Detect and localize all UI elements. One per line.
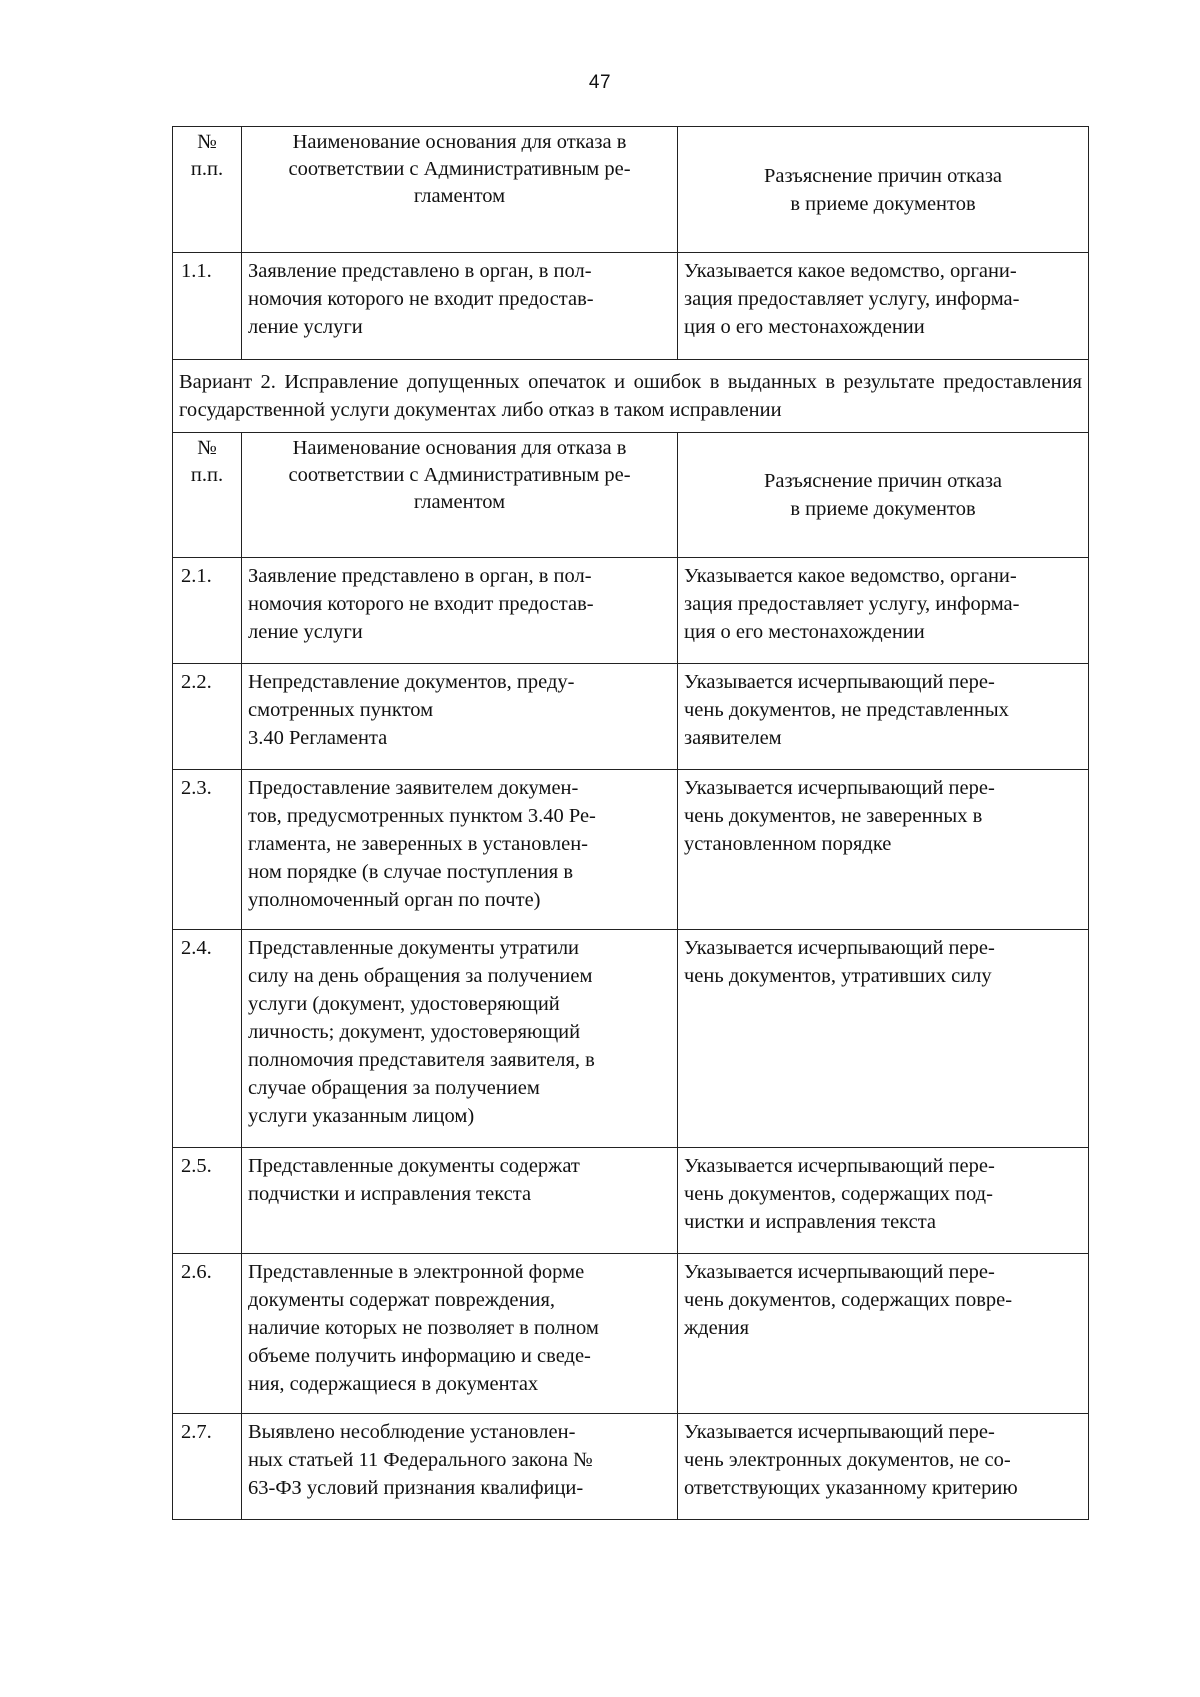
row-num: 2.7. (173, 1414, 242, 1520)
table-header-row (173, 127, 1089, 253)
header-ground-name: Наименование основания для отказа в соответствии с Административным ре- гламентом (242, 433, 678, 558)
row-explanation: Указывается какое ведомство, органи- зация предоставляет услугу, информа- ция о его местонахождении (678, 253, 1089, 360)
row-num: 2.6. (173, 1254, 242, 1414)
row-ground-name: Представленные документы содержат подчистки и исправления текста (242, 1148, 678, 1254)
row-ground-name: Заявление представлено в орган, в пол- номочия которого не входит предостав- ление услуги (242, 253, 678, 360)
row-num: 1.1. (173, 253, 242, 360)
header-explanation: Разъяснение причин отказа в приеме документов (678, 127, 1089, 253)
table-row (173, 558, 1089, 664)
row-num: 2.1. (173, 558, 242, 664)
row-explanation: Указывается исчерпывающий пере- чень электронных документов, не со- ответствующих указанному критерию (678, 1414, 1089, 1520)
row-ground-name: Предоставление заявителем докумен- тов, предусмотренных пунктом 3.40 Ре- гламента, не заверенных в установлен- ном порядке (в случае поступления в уполномоченный орган по почте) (242, 770, 678, 930)
header-ground-name: Наименование основания для отказа в соответствии с Административным ре- гламентом (242, 127, 678, 253)
row-ground-name: Представленные документы утратили силу на день обращения за получением услуги (документ, удостоверяющий личность; документ, удостоверяющий полномочия представителя заявителя, в случае обращения за получением услуги указанным лицом) (242, 930, 678, 1148)
refusal-grounds-table (172, 126, 1089, 1520)
table-row (173, 253, 1089, 360)
row-explanation: Указывается исчерпывающий пере- чень документов, не представленных заявителем (678, 664, 1089, 770)
header-num: № п.п. (173, 433, 242, 558)
variant-2-row (173, 360, 1089, 433)
row-explanation: Указывается исчерпывающий пере- чень документов, утративших силу (678, 930, 1089, 1148)
row-explanation: Указывается исчерпывающий пере- чень документов, не заверенных в установленном порядке (678, 770, 1089, 930)
table-row (173, 770, 1089, 930)
table-row (173, 1148, 1089, 1254)
table-row (173, 1254, 1089, 1414)
row-num: 2.2. (173, 664, 242, 770)
row-num: 2.3. (173, 770, 242, 930)
header-num: № п.п. (173, 127, 242, 253)
row-num: 2.5. (173, 1148, 242, 1254)
page-number: 47 (588, 72, 612, 93)
row-ground-name: Выявлено несоблюдение установлен- ных статьей 11 Федерального закона № 63-ФЗ условий признания квалифици- (242, 1414, 678, 1520)
row-ground-name: Представленные в электронной форме документы содержат повреждения, наличие которых не позволяет в полном объеме получить информацию и сведе- ния, содержащиеся в документах (242, 1254, 678, 1414)
row-ground-name: Непредставление документов, преду- смотренных пунктом 3.40 Регламента (242, 664, 678, 770)
table-row (173, 930, 1089, 1148)
row-explanation: Указывается какое ведомство, органи- зация предоставляет услугу, информа- ция о его местонахождении (678, 558, 1089, 664)
row-ground-name: Заявление представлено в орган, в пол- номочия которого не входит предостав- ление услуги (242, 558, 678, 664)
header-explanation: Разъяснение причин отказа в приеме документов (678, 433, 1089, 558)
row-explanation: Указывается исчерпывающий пере- чень документов, содержащих повре- ждения (678, 1254, 1089, 1414)
table-row (173, 1414, 1089, 1520)
table-row (173, 664, 1089, 770)
table-header-row (173, 433, 1089, 558)
row-num: 2.4. (173, 930, 242, 1148)
row-explanation: Указывается исчерпывающий пере- чень документов, содержащих под- чистки и исправления текста (678, 1148, 1089, 1254)
variant-2-title: Вариант 2. Исправление допущенных опечаток и ошибок в выданных в результате предоставления государственной услуги документах либо отказ в таком исправлении (173, 360, 1089, 433)
